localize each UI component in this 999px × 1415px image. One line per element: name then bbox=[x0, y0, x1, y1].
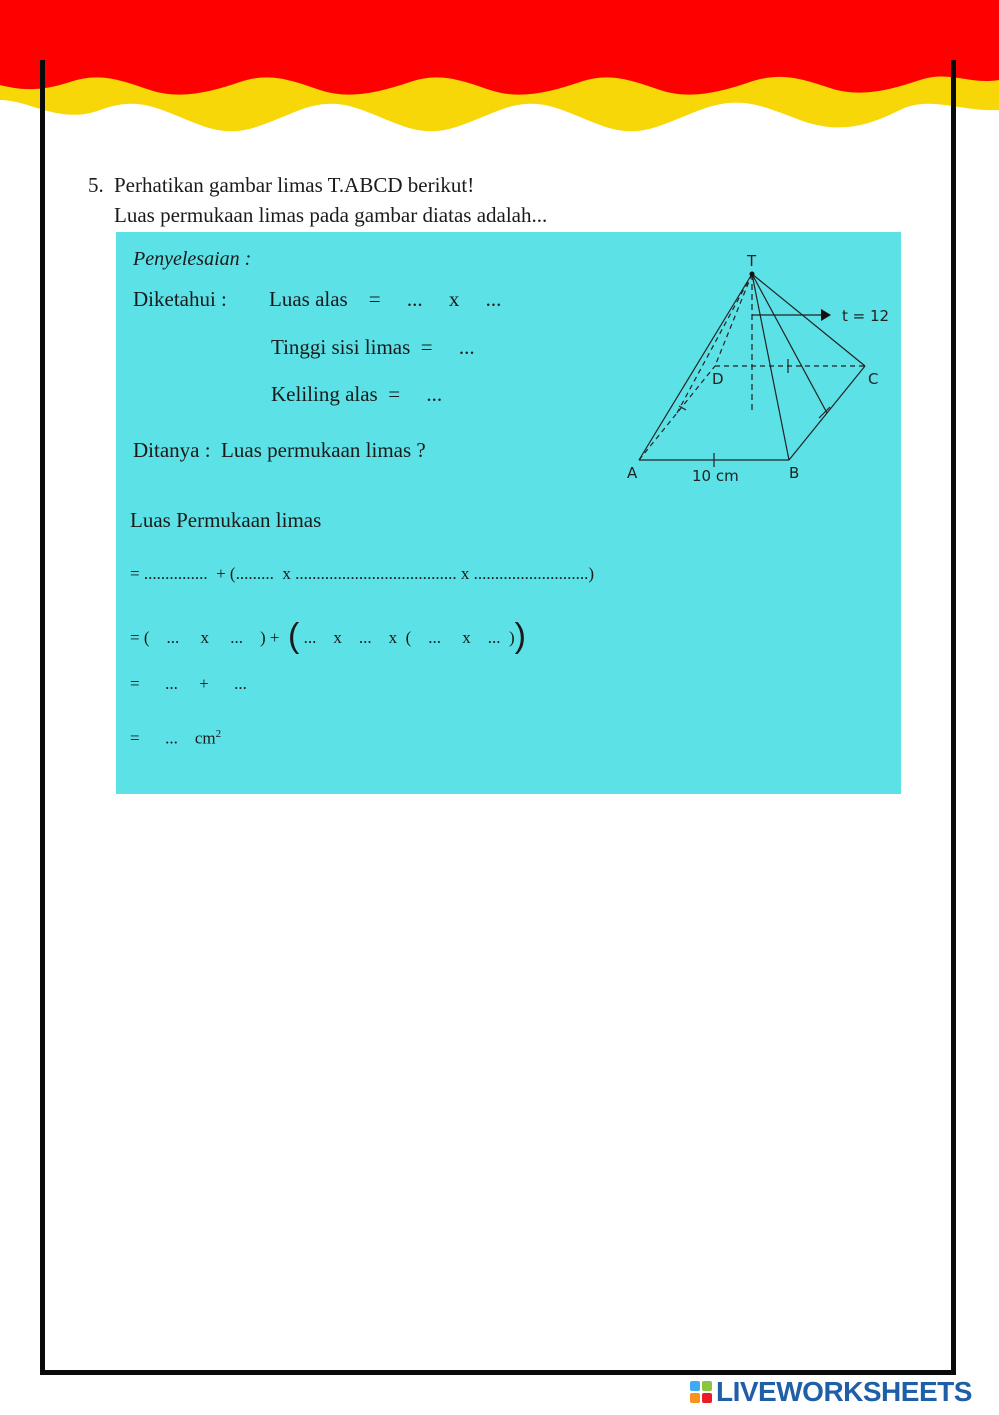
asked-question: Ditanya : Luas permukaan limas ? bbox=[133, 438, 426, 462]
step-4-exponent: 2 bbox=[215, 728, 222, 740]
question-block bbox=[88, 170, 547, 230]
step-2-second: ... x ... x ( ... x ... ) bbox=[303, 628, 515, 647]
label-t: T bbox=[747, 252, 757, 270]
arrow-head-icon bbox=[821, 309, 831, 321]
question-number: 5. bbox=[88, 173, 104, 197]
step-3: = ... + ... bbox=[130, 674, 247, 693]
open-paren-glyph: ( bbox=[288, 617, 300, 655]
liveworksheets-logo bbox=[690, 1377, 972, 1407]
step-4-value: = ... cm bbox=[130, 728, 216, 748]
edge-tb bbox=[752, 274, 789, 460]
step-4 bbox=[130, 728, 221, 749]
label-height: t = 12 bbox=[842, 307, 890, 325]
edge-ta bbox=[639, 274, 752, 460]
known-base-area: Luas alas = ... x ... bbox=[269, 287, 502, 311]
apex-point bbox=[750, 272, 755, 277]
label-b: B bbox=[789, 464, 800, 482]
label-base-length: 10 cm bbox=[692, 467, 739, 484]
known-label: Diketahui : bbox=[133, 287, 227, 311]
solution-panel bbox=[116, 232, 901, 794]
question-text: Perhatikan gambar limas T.ABCD berikut! bbox=[114, 173, 475, 197]
work-title: Luas Permukaan limas bbox=[130, 508, 322, 532]
question-line-1 bbox=[88, 170, 547, 200]
logo-blocks-icon bbox=[690, 1381, 712, 1403]
question-line-2: Luas permukaan limas pada gambar diatas adalah... bbox=[114, 203, 548, 227]
solution-heading: Penyelesaian : bbox=[133, 248, 252, 270]
slant-height-line bbox=[752, 274, 827, 413]
close-paren-glyph: ) bbox=[514, 617, 526, 655]
logo-text: LIVEWORKSHEETS bbox=[716, 1376, 972, 1407]
step-2 bbox=[130, 617, 526, 656]
step-1: = ............... + (......... x ...................................... x ...........................) bbox=[130, 564, 594, 583]
edge-td bbox=[715, 274, 752, 366]
label-d: D bbox=[712, 370, 724, 388]
label-c: C bbox=[868, 370, 879, 388]
known-slant-height: Tinggi sisi limas = ... bbox=[271, 335, 475, 359]
label-a: A bbox=[627, 464, 638, 482]
slant-height-hidden bbox=[677, 274, 752, 413]
known-base-perimeter: Keliling alas = ... bbox=[271, 382, 443, 406]
pyramid-diagram bbox=[621, 244, 901, 484]
step-2-first: = ( ... x ... ) + bbox=[130, 628, 280, 647]
